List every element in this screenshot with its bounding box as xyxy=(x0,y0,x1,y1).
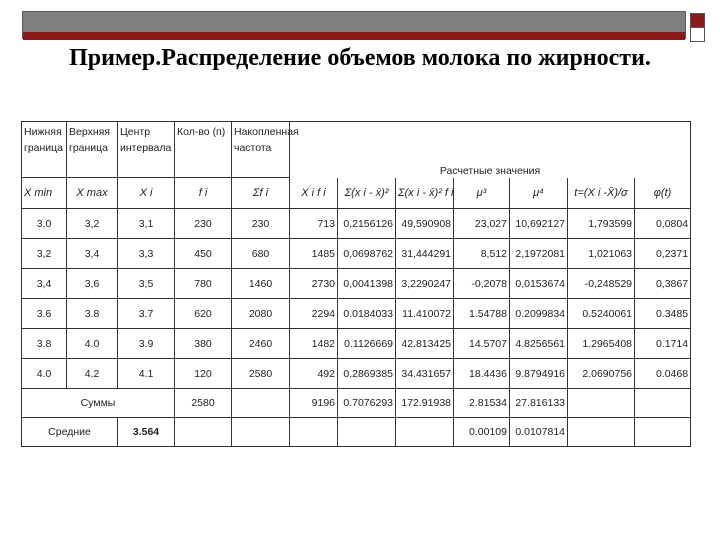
table-row xyxy=(22,329,691,359)
table-cell: -0,2078 xyxy=(454,269,510,299)
table-cell: 1482 xyxy=(290,329,338,359)
empty-cell xyxy=(338,418,396,447)
symbol-cell: μ³ xyxy=(454,178,510,209)
table-cell: 3,0 xyxy=(22,209,67,239)
slide-top-bar-stripe xyxy=(23,32,685,40)
table-cell: 2294 xyxy=(290,299,338,329)
table-cell: 4.0 xyxy=(22,359,67,389)
empty-cell xyxy=(232,418,290,447)
table-cell: 23,027 xyxy=(454,209,510,239)
table-cell: 0,0153674 xyxy=(510,269,568,299)
table-cell: 2080 xyxy=(232,299,290,329)
table-cell: 3,1 xyxy=(118,209,175,239)
table-cell: 42.813425 xyxy=(396,329,454,359)
table-cell: 1.54788 xyxy=(454,299,510,329)
table-cell: 2730 xyxy=(290,269,338,299)
table-cell: 0,2156126 xyxy=(338,209,396,239)
table-row xyxy=(22,269,691,299)
empty-cell xyxy=(568,418,635,447)
decor-square-red xyxy=(690,13,705,28)
empty-cell xyxy=(635,389,691,418)
means-mu4: 0.0107814 xyxy=(510,418,568,447)
sums-mu3: 2.81534 xyxy=(454,389,510,418)
table-cell: 380 xyxy=(175,329,232,359)
table-cell: 0.1714 xyxy=(635,329,691,359)
header-row xyxy=(22,122,691,178)
table-cell: 3.7 xyxy=(118,299,175,329)
table-cell: 3,6 xyxy=(67,269,118,299)
table-cell: 3,4 xyxy=(67,239,118,269)
table-cell: 31,444291 xyxy=(396,239,454,269)
table-cell: 0,2371 xyxy=(635,239,691,269)
table-cell: 3,2290247 xyxy=(396,269,454,299)
distribution-table xyxy=(21,121,691,447)
table-row xyxy=(22,299,691,329)
table-cell: 3,5 xyxy=(118,269,175,299)
table-cell: 14.5707 xyxy=(454,329,510,359)
sums-count: 2580 xyxy=(175,389,232,418)
empty-cell xyxy=(290,418,338,447)
table-cell: 0,0698762 xyxy=(338,239,396,269)
symbol-cell: X min xyxy=(22,178,67,209)
symbol-cell: Σ(x i - x̄)² xyxy=(338,178,396,209)
symbol-row xyxy=(22,178,691,209)
table-cell: 4.8256561 xyxy=(510,329,568,359)
table-cell: 2460 xyxy=(232,329,290,359)
header-count: Кол-во (п) xyxy=(175,122,232,178)
table-cell: 34.431657 xyxy=(396,359,454,389)
empty-cell xyxy=(396,418,454,447)
slide-top-bar xyxy=(22,11,686,39)
table-cell: 8,512 xyxy=(454,239,510,269)
symbol-cell: Σ(x i - x̄)² f i xyxy=(396,178,454,209)
table-cell: 0.5240061 xyxy=(568,299,635,329)
table-cell: 680 xyxy=(232,239,290,269)
sums-label: Суммы xyxy=(22,389,175,418)
sums-sq: 0.7076293 xyxy=(338,389,396,418)
table-cell: 3.8 xyxy=(22,329,67,359)
table-cell: 11.410072 xyxy=(396,299,454,329)
table-cell: 0,3867 xyxy=(635,269,691,299)
table-cell: 3.9 xyxy=(118,329,175,359)
table-cell: 1,021063 xyxy=(568,239,635,269)
table-row xyxy=(22,239,691,269)
table-cell: 18.4436 xyxy=(454,359,510,389)
means-center: 3.564 xyxy=(118,418,175,447)
sums-row xyxy=(22,389,691,418)
sums-mu4: 27.816133 xyxy=(510,389,568,418)
table-cell: 230 xyxy=(232,209,290,239)
header-lower: Нижняя граница xyxy=(22,122,67,178)
symbol-cell: f i xyxy=(175,178,232,209)
table-row xyxy=(22,209,691,239)
table-cell: 1460 xyxy=(232,269,290,299)
table-cell: 3,2 xyxy=(22,239,67,269)
table-cell: 120 xyxy=(175,359,232,389)
table-cell: 0.1126669 xyxy=(338,329,396,359)
table-cell: 10,692127 xyxy=(510,209,568,239)
symbol-cell: t=(X i -X̄)/σ xyxy=(568,178,635,209)
table-cell: 620 xyxy=(175,299,232,329)
table-cell: 1,793599 xyxy=(568,209,635,239)
symbol-cell: X i xyxy=(118,178,175,209)
table-cell: 780 xyxy=(175,269,232,299)
slide-title: Пример.Распределение объемов молока по жирности. xyxy=(69,45,651,71)
table-cell: 3,4 xyxy=(22,269,67,299)
header-cumulative: Накопленная частота xyxy=(232,122,290,178)
means-label: Средние xyxy=(22,418,118,447)
symbol-cell: φ(t) xyxy=(635,178,691,209)
empty-cell xyxy=(232,389,290,418)
table-cell: -0,248529 xyxy=(568,269,635,299)
empty-cell xyxy=(568,389,635,418)
table-cell: 3,2 xyxy=(67,209,118,239)
sums-xf: 9196 xyxy=(290,389,338,418)
table-cell: 2580 xyxy=(232,359,290,389)
table-cell: 450 xyxy=(175,239,232,269)
symbol-cell: Σf i xyxy=(232,178,290,209)
table-cell: 0,0804 xyxy=(635,209,691,239)
symbol-cell: μ⁴ xyxy=(510,178,568,209)
symbol-cell: X max xyxy=(67,178,118,209)
means-mu3: 0.00109 xyxy=(454,418,510,447)
table-cell: 2,1972081 xyxy=(510,239,568,269)
symbol-cell: X i f i xyxy=(290,178,338,209)
table-cell: 492 xyxy=(290,359,338,389)
decor-square-white xyxy=(690,27,705,42)
table-cell: 2.0690756 xyxy=(568,359,635,389)
table-cell: 9.8794916 xyxy=(510,359,568,389)
header-center: Центр интервала xyxy=(118,122,175,178)
empty-cell xyxy=(635,418,691,447)
table-cell: 3,3 xyxy=(118,239,175,269)
table-cell: 0.2099834 xyxy=(510,299,568,329)
means-row xyxy=(22,418,691,447)
table-cell: 3.8 xyxy=(67,299,118,329)
table-cell: 0.0468 xyxy=(635,359,691,389)
empty-cell xyxy=(175,418,232,447)
sums-sqf: 172.91938 xyxy=(396,389,454,418)
table-cell: 3.6 xyxy=(22,299,67,329)
header-calc: Расчетные значения xyxy=(290,122,691,178)
header-upper: Верхняя граница xyxy=(67,122,118,178)
table-row xyxy=(22,359,691,389)
table-cell: 4.2 xyxy=(67,359,118,389)
table-cell: 230 xyxy=(175,209,232,239)
table-cell: 0.3485 xyxy=(635,299,691,329)
table-cell: 4.1 xyxy=(118,359,175,389)
table-cell: 713 xyxy=(290,209,338,239)
table-cell: 4.0 xyxy=(67,329,118,359)
table-cell: 0,0041398 xyxy=(338,269,396,299)
table-cell: 0.2869385 xyxy=(338,359,396,389)
table-cell: 1485 xyxy=(290,239,338,269)
table-cell: 49,590908 xyxy=(396,209,454,239)
table-cell: 0.0184033 xyxy=(338,299,396,329)
table-cell: 1.2965408 xyxy=(568,329,635,359)
